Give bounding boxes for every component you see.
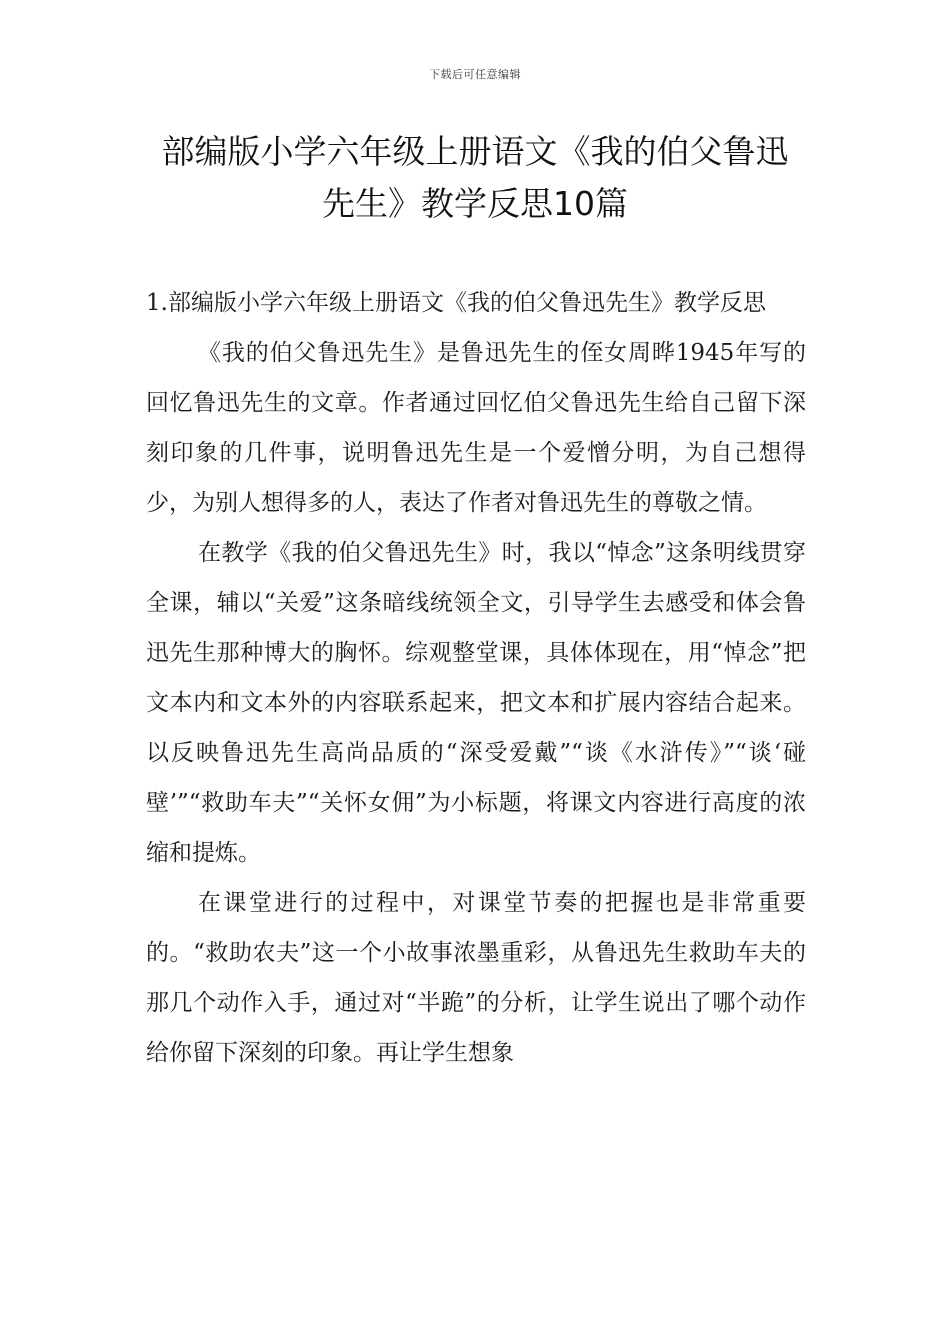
paragraph-3: 在课堂进行的过程中，对课堂节奏的把握也是非常重要的。“救助农夫”这一个小故事浓墨重彩，从鲁迅先生救助车夫的那几个动作入手，通过对“半跪”的分析，让学生说出了哪个动作给你留下深刻的印象。再让学生想象: [146, 890, 806, 1066]
document-body: [146, 278, 806, 1078]
header-note: 下载后可任意编辑: [429, 68, 521, 81]
paragraph-1: 《我的伯父鲁迅先生》是鲁迅先生的侄女周晔1945年写的回忆鲁迅先生的文章。作者通过回忆伯父鲁迅先生给自己留下深刻印象的几件事，说明鲁迅先生是一个爱憎分明，为自己想得少，为别人想得多的人，表达了作者对鲁迅先生的尊敬之情。: [146, 340, 806, 516]
section-heading: 1.部编版小学六年级上册语文《我的伯父鲁迅先生》教学反思: [146, 290, 766, 316]
paragraph-2: 在教学《我的伯父鲁迅先生》时，我以“悼念”这条明线贯穿全课，辅以“关爱”这条暗线统领全文，引导学生去感受和体会鲁迅先生那种博大的胸怀。综观整堂课，具体体现在，用“悼念”把文本内和文本外的内容联系起来，把文本和扩展内容结合起来。以反映鲁迅先生高尚品质的“深受爱戴”“谈《水浒传》”“谈‘碰壁’”“救助车夫”“关怀女佣”为小标题，将课文内容进行高度的浓缩和提炼。: [146, 540, 806, 866]
document-title: 部编版小学六年级上册语文《我的伯父鲁迅先生》教学反思10篇: [161, 132, 789, 223]
